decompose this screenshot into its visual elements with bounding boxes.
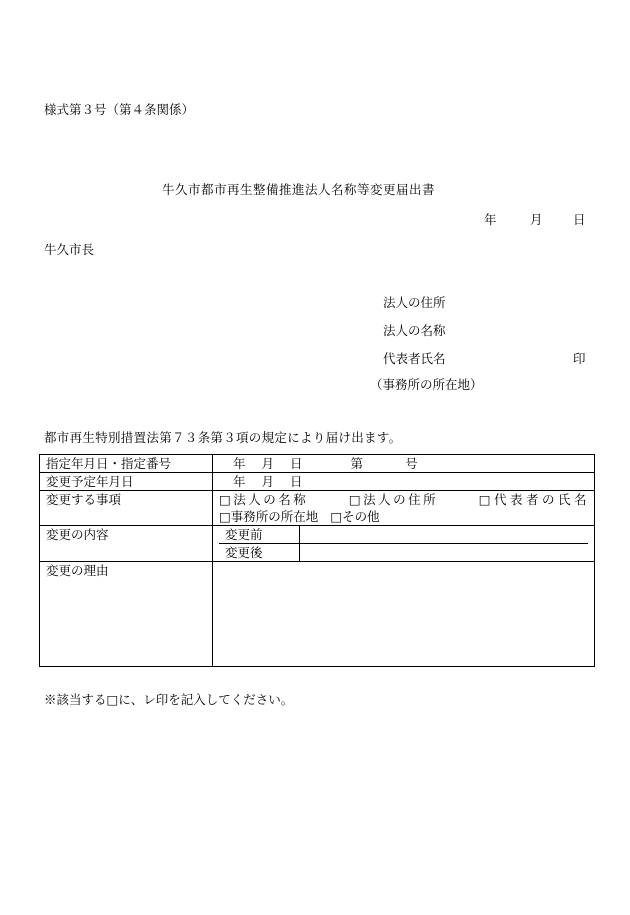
items-label: 変更する事項 [40, 491, 213, 526]
items-options [213, 491, 595, 526]
designation-row [40, 455, 595, 473]
date-day-label: 日 [573, 212, 586, 227]
designation-label: 指定年月日・指定番号 [40, 455, 213, 473]
designation-day: 日 [290, 456, 303, 471]
before-label: 変更前 [219, 526, 300, 544]
reason-label: 変更の理由 [40, 562, 213, 667]
scheduled-label: 変更予定年月日 [40, 473, 213, 491]
scheduled-day: 日 [290, 474, 303, 489]
scheduled-year: 年 [233, 474, 246, 489]
designation-year: 年 [233, 456, 246, 471]
contents-subtable [219, 526, 588, 561]
intro-statement: 都市再生特別措置法第７３条第３項の規定により届け出ます。 [44, 430, 402, 445]
contents-label: 変更の内容 [40, 526, 213, 562]
option-other[interactable]: □その他 [330, 509, 380, 524]
date-month-label: 月 [530, 212, 543, 227]
form-number: 様式第３号（第４条関係） [44, 102, 195, 117]
contents-value [213, 526, 595, 562]
reason-row [40, 562, 595, 667]
document-title: 牛久市都市再生整備推進法人名称等変更届出書 [162, 182, 436, 197]
designation-month: 月 [261, 456, 275, 471]
corp-name-label: 法人の名称 [383, 323, 446, 338]
items-row [40, 491, 595, 526]
representative-name-label: 代表者氏名 [383, 351, 446, 366]
after-label: 変更後 [219, 544, 300, 562]
before-value[interactable] [300, 526, 589, 544]
option-office-location[interactable]: □事務所の所在地 [219, 509, 319, 524]
after-value[interactable] [300, 544, 589, 562]
scheduled-row [40, 473, 595, 491]
option-corp-name[interactable]: □法人の名称 [219, 492, 309, 507]
scheduled-month: 月 [261, 474, 275, 489]
designation-number-prefix: 第 [350, 456, 364, 471]
footnote: ※該当する□に、レ印を記入してください。 [44, 692, 294, 707]
seal-mark: 印 [573, 351, 586, 366]
corp-address-label: 法人の住所 [383, 295, 446, 310]
contents-row [40, 526, 595, 562]
date-year-label: 年 [484, 212, 497, 227]
option-representative-name[interactable]: □代表者の氏名 [478, 492, 590, 507]
scheduled-value[interactable] [213, 473, 595, 491]
addressee: 牛久市長 [44, 242, 95, 257]
designation-number-suffix: 号 [405, 456, 418, 471]
option-corp-address[interactable]: □法人の住所 [348, 492, 439, 507]
office-location-label: （事務所の所在地） [370, 377, 483, 392]
designation-value[interactable] [213, 455, 595, 473]
reason-value[interactable] [213, 562, 595, 667]
change-details-table [39, 454, 595, 667]
